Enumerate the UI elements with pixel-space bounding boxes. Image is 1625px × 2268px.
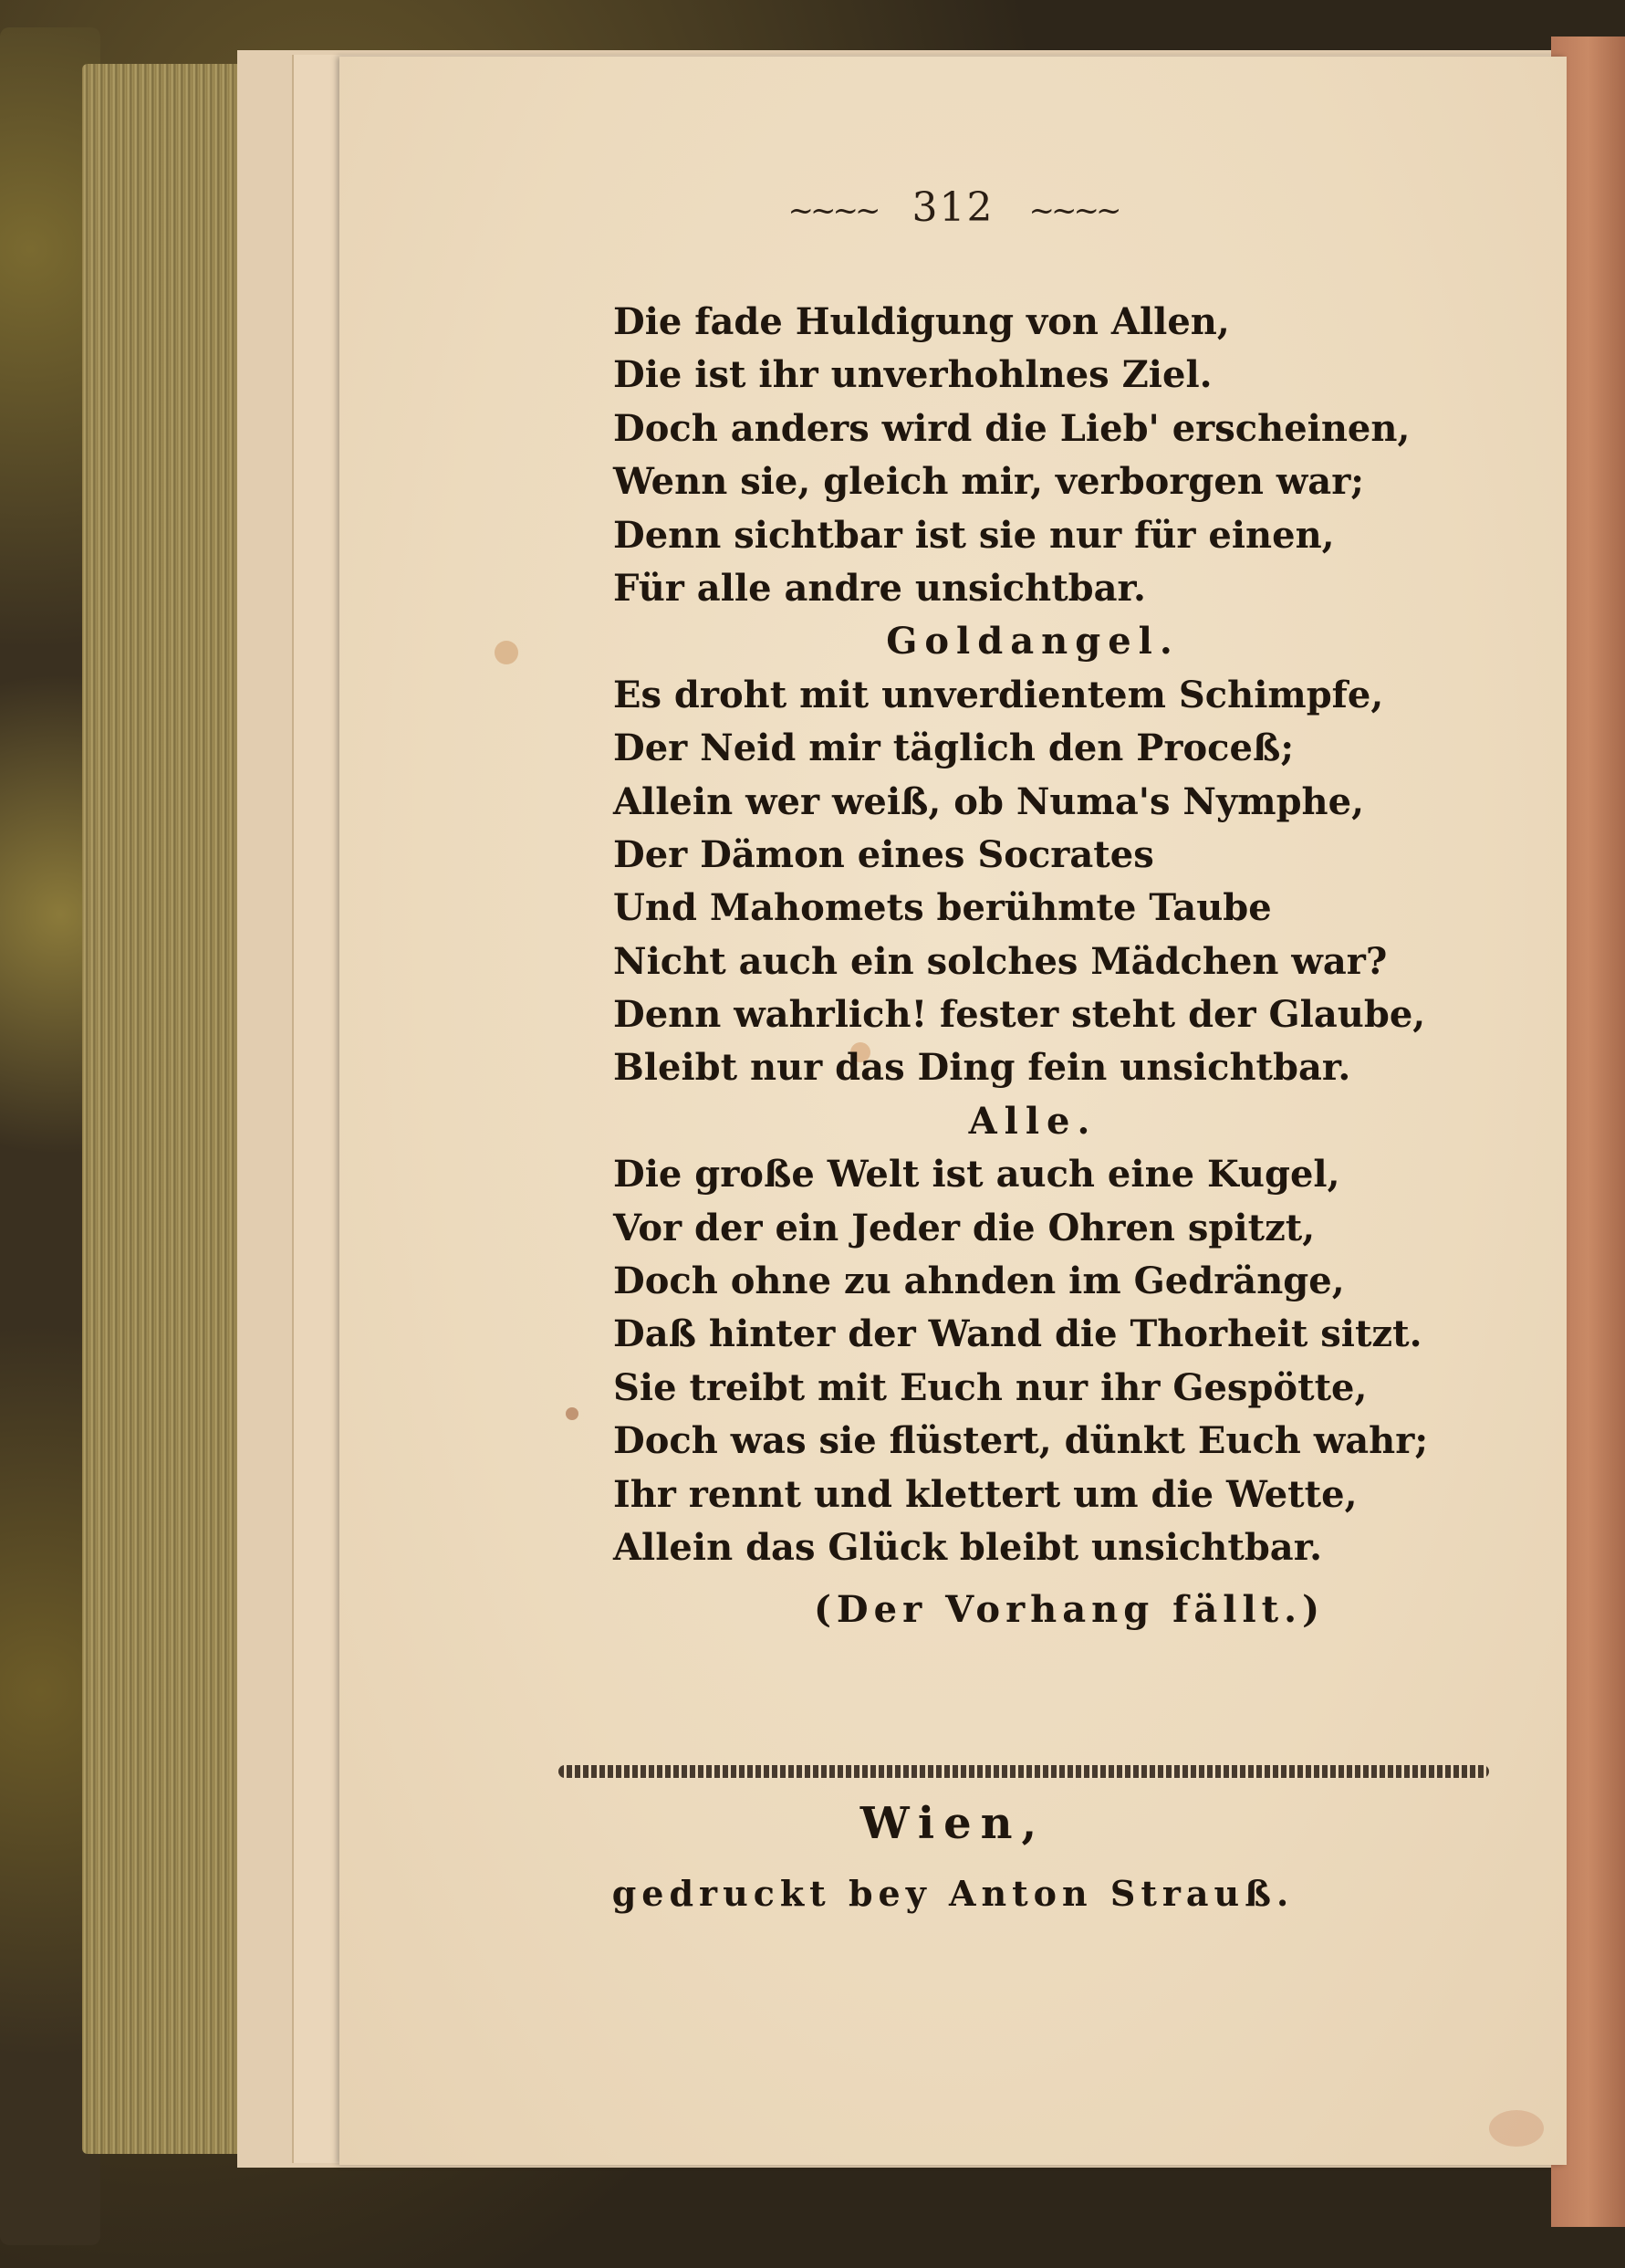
- page-number: 312: [911, 184, 995, 231]
- header-ornament-right: ~~~~: [1028, 192, 1119, 229]
- decorative-rule: [558, 1765, 1489, 1778]
- verse-line: Die ist ihr unverhohlnes Ziel.: [613, 353, 1213, 397]
- verse-line: Es droht mit unverdientem Schimpfe,: [613, 673, 1384, 716]
- page-edges: [82, 64, 246, 2154]
- verse-line: Der Neid mir täglich den Proceß;: [613, 726, 1295, 770]
- verse-line: Für alle andre unsichtbar.: [613, 566, 1146, 610]
- verse-line: Der Dämon eines Socrates: [613, 832, 1154, 876]
- imprint-city: Wien,: [859, 1798, 1047, 1849]
- verse-line: Denn sichtbar ist sie nur für einen,: [613, 513, 1335, 557]
- verse-line: Ihr rennt und klettert um die Wette,: [613, 1472, 1358, 1516]
- verse-line: Die große Welt ist auch eine Kugel,: [613, 1153, 1340, 1197]
- verse-line: Bleibt nur das Ding fein unsichtbar.: [613, 1046, 1351, 1090]
- verse-line: Sie treibt mit Euch nur ihr Gespötte,: [613, 1365, 1368, 1409]
- stage-direction: (Der Vorhang fällt.): [814, 1588, 1325, 1632]
- verse-line: Doch anders wird die Lieb' erscheinen,: [613, 406, 1411, 450]
- verse-line: Doch was sie flüstert, dünkt Euch wahr;: [613, 1419, 1429, 1463]
- verse-line: Denn wahrlich! fester steht der Glaube,: [613, 993, 1426, 1037]
- verse-line: Vor der ein Jeder die Ohren spitzt,: [613, 1206, 1316, 1249]
- verse-line: Daß hinter der Wand die Thorheit sitzt.: [613, 1312, 1422, 1356]
- speaker-name: Goldangel.: [886, 620, 1180, 664]
- verse-line: Allein wer weiß, ob Numa's Nymphe,: [613, 779, 1364, 823]
- verse-text-block: [613, 296, 1526, 1637]
- verse-line: Nicht auch ein solches Mädchen war?: [613, 939, 1388, 983]
- verse-line: Doch ohne zu ahnden im Gedränge,: [613, 1259, 1345, 1303]
- book-page: [339, 57, 1567, 2165]
- paper-stain: [566, 1407, 578, 1420]
- paper-stain: [495, 641, 518, 664]
- verse-line: Wenn sie, gleich mir, verborgen war;: [613, 460, 1365, 504]
- verse-line: Die fade Huldigung von Allen,: [613, 300, 1230, 343]
- verse-line: Allein das Glück bleibt unsichtbar.: [613, 1525, 1323, 1569]
- header-ornament-left: ~~~~: [787, 192, 878, 229]
- paper-stain: [1489, 2110, 1544, 2147]
- page-header: [339, 184, 1567, 231]
- imprint-printer: gedruckt bey Anton Strauß.: [611, 1873, 1295, 1914]
- verse-line: Und Mahomets berühmte Taube: [613, 886, 1272, 930]
- speaker-name: Alle.: [968, 1099, 1098, 1143]
